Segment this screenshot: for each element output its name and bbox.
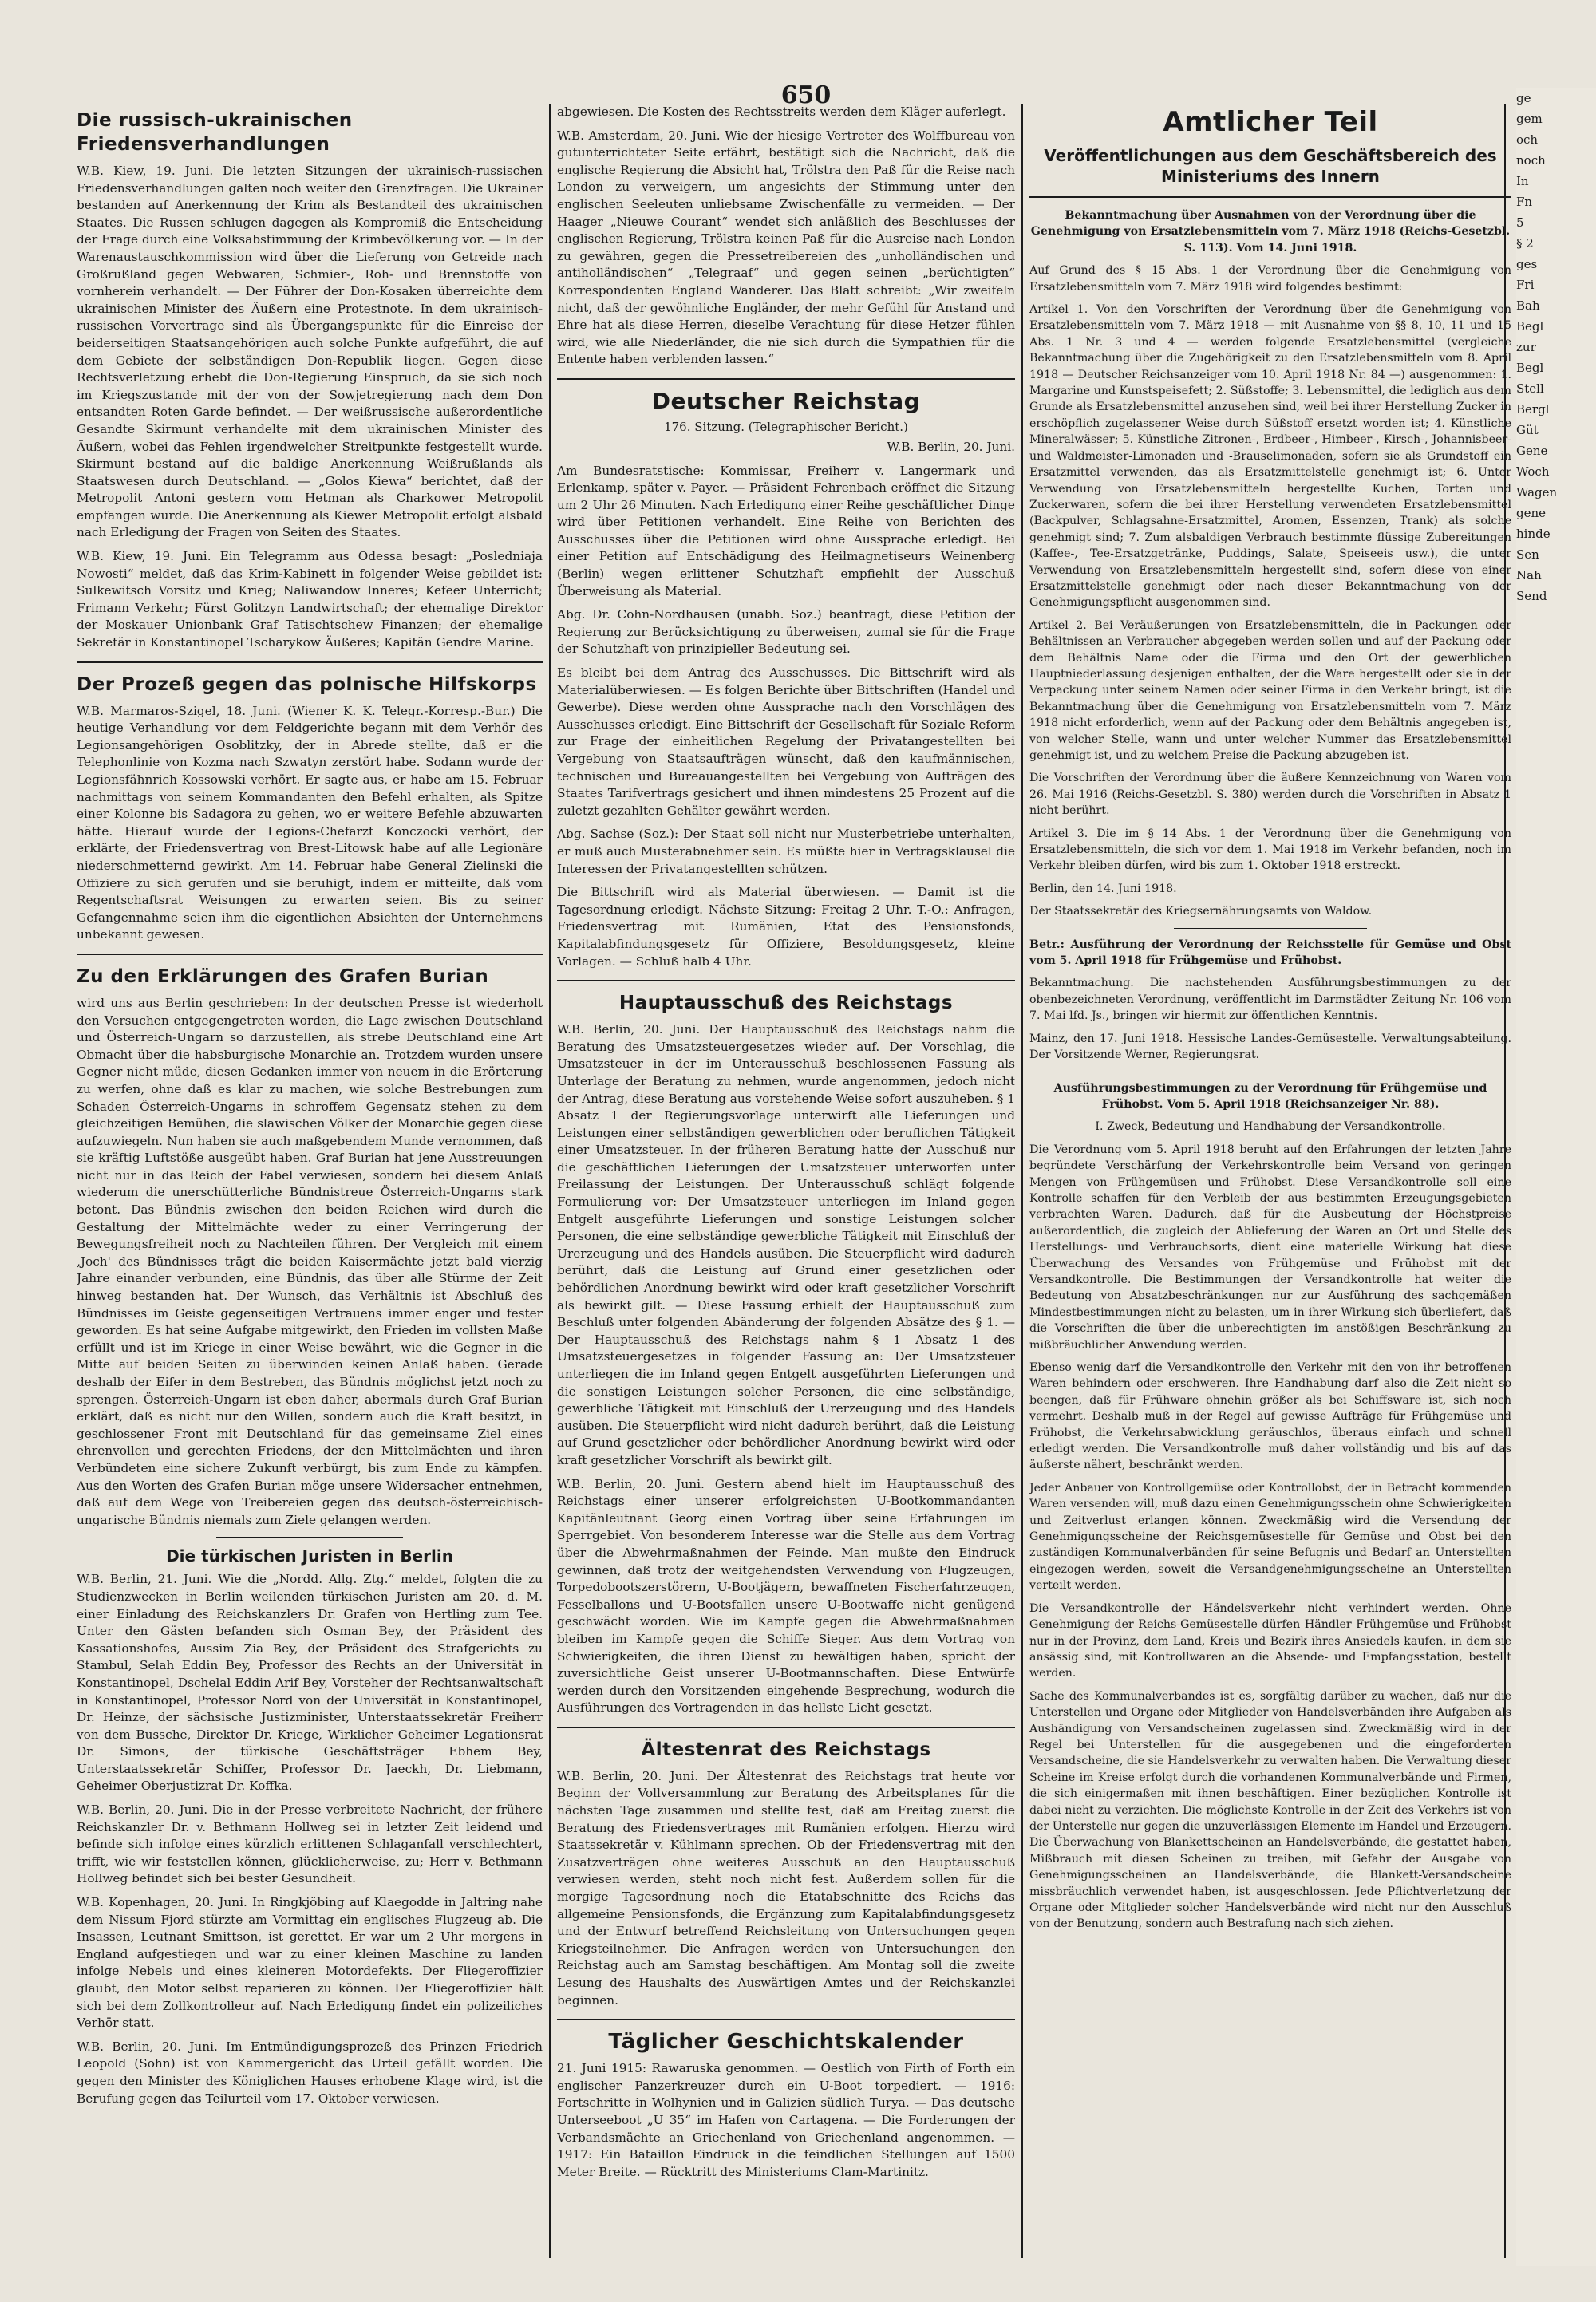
article-paragraph: Die Versandkontrolle der Händelsverkehr nicht verhindert werden. Ohne Genehmigung der Reichs-Gemüsestelle dürfen Händler Frühgemüse und Frühobst nur in der Provinz, dem Land, Kreis und Bezirk ihres Ansiedels kaufen, in dem sie ansässig sind, mit Kontrollwaren an die Absende- und Empfangsstation, bestellt werden. bbox=[1029, 1601, 1511, 1680]
edge-fragment: Begl bbox=[1516, 319, 1544, 334]
divider bbox=[557, 378, 1015, 380]
article-title: Der Prozeß gegen das polnische Hilfskorps bbox=[77, 673, 537, 695]
article-paragraph: Ausführungsbestimmungen zu der Verordnung für Frühgemüse und Frühobst. Vom 5. April 1918 (Reichsanzeiger Nr. 88). bbox=[1053, 1081, 1487, 1111]
edge-fragment: Fn bbox=[1516, 195, 1533, 209]
article bbox=[77, 673, 543, 944]
edge-fragment: Begl bbox=[1516, 361, 1544, 375]
edge-fragment: Güt bbox=[1516, 423, 1539, 437]
article-paragraph: Abg. Dr. Cohn-Nordhausen (unabh. Soz.) beantragt, diese Petition der Regierung zur Berücksichtigung zu überweisen, zumal sie für die Frage der Schutzhaft von prinzipieller Bedeutung sei. bbox=[557, 607, 1015, 657]
article-paragraph: W.B. Kiew, 19. Juni. Ein Telegramm aus Odessa besagt: „Posledniaja Nowosti“ meldet, daß das Krim-Kabinett in folgender Weise gebildet ist: Sulkewitsch Vorsitz und Krieg; Naliwandow Inneres; Kefeer Unterricht; Frimann Verkehr; Fürst Golitzyn Landwirtschaft; der ehemalige Direktor der Moskauer Unionbank Graf Tatischtschew Finanzen; der ehemalige Sekretär in Konstantinopel Tscharykow Äußeres; Kapitän Gendre Marine. bbox=[77, 549, 543, 650]
article-paragraph: Artikel 1. Von den Vorschriften der Verordnung über die Genehmigung von Ersatzlebensmitteln vom 7. März 1918 — mit Ausnahme von §§ 8, 10, 11 und 15 Abs. 1 Nr. 3 und 4 — werden folgende Ersatzlebensmittel (vergleiche Bekanntmachung über die Zugehörigkeit zu den Ersatzlebensmitteln vom 8. April 1918 — Deutscher Reichsanzeiger vom 10. April 1918 Nr. 84 —) ausgenommen: 1. Margarine und Kunstspeisefett; 2. Süßstoffe; 3. Lebensmittel, die lediglich aus dem Grunde als Ersatzlebensmittel anzusehen sind, weil bei ihrer Herstellung Zucker in erschöpflich zugelassener Weise durch Süßstoff ersetzt worden ist; 4. Künstliche Mineralwässer; 5. Künstliche Zitronen-, Erdbeer-, Himbeer-, Kirsch-, Johannisbeer- und Waldmeister-Limonaden und -Brauselimonaden, sofern sie als Grundstoff ein Ersatzmittel verwenden, das als Ersatzmittelstelle genehmigt ist; 6. Unter Verwendung von Ersatzlebensmitteln hergestellte Kuchen, Torten und Zuckerwaren, sofern die bei ihrer Herstellung verwendeten Ersatzlebensmittel (Backpulver, Schlagsahne-Ersatzmittel, Aromen, Essenzen, Trank) als solche genehmigt sind; 7. Zum alsbaldigen Verbrauch bestimmte flüssige Zubereitungen (Kaffee-, Tee-Ersatzgetränke, Puddings, Salate, Speiseeis usw.), die unter Verwendung von Ersatzlebensmitteln hergestellt sind, sofern diese von einer Ersatzmittelstelle genehmigt oder nach dieser Bekanntmachung von der Genehmigungspflicht ausgenommen sind. bbox=[1029, 303, 1511, 610]
edge-fragment: gem bbox=[1516, 112, 1543, 126]
article-paragraph: abgewiesen. Die Kosten des Rechtsstreits werden dem Kläger auferlegt. bbox=[557, 105, 1006, 119]
article-paragraph: W.B. Berlin, 20. Juni. Der Ältestenrat des Reichstags trat heute vor Beginn der Vollversammlung zur Beratung des Arbeitsplanes für die nächsten Tage zusammen und stellte fest, daß am Freitag zuerst die Beratung des Friedensvertrages mit Rumänien erfolgen. Hierzu wird Staatssekretär v. Kühlmann sprechen. Ob der Friedensvertrag mit den Zusatzverträgen ohne weiteres Ausschuß an den Hauptausschuß verwiesen werden, steht noch nicht fest. Außerdem sollen für die morgige Tagesordnung noch die Etatabschnitte des Reichs das allgemeine Pensionsfonds, die Ergänzung zum Kapitalabfindungsgesetz und der Entwurf betreffend Reichsleitung von Untersuchungen gegen Kriegsteilnehmer. Die Anfragen werden von Untersuchungen den Reichstag auch am Samstag beschäftigen. Am Montag soll die zweite Lesung des Haushalts des Auswärtigen Amtes und der Reichskanzlei beginnen. bbox=[557, 1768, 1015, 2008]
edge-fragment: Bergl bbox=[1516, 402, 1550, 417]
article-paragraph: Die Vorschriften der Verordnung über die äußere Kennzeichnung von Waren vom 26. Mai 1916 (Reichs-Gesetzbl. S. 380) werden durch die Vorschriften in Absatz 1 nicht berührt. bbox=[1029, 772, 1511, 818]
article-paragraph: W.B. Marmaros-Szigel, 18. Juni. (Wiener K. K. Telegr.-Korresp.-Bur.) Die heutige Verhandlung vor dem Feldgerichte begann mit dem Verhör des Legionsangehörigen Osoblitzky, der in Abrede stellte, daß er die Telephonlinie von Kozma nach Szwatyn zerstört habe. Sodann wurde der Legionsfähnrich Kossowski verhört. Er sagte aus, er habe am 15. Februar nachmittags von seinem Kommandanten den Befehl erhalten, als Spitze einer Kolonne bis Sadagora zu gehen, wo er weitere Befehle abzuwarten hätte. Hierauf wurde der Legions-Chefarzt Konczocki verhört, der erklärte, der Friedensvertrag von Brest-Litowsk habe auf alle Legionäre niederschmetternd gewirkt. Am 14. Februar habe General Zielinski die Offiziere zu sich gerufen und sie beruhigt, indem er mitteilte, daß vom Regentschaftsrat Weisungen zu erwarten seien. Bis zu seiner Gefangennahme seien ihm die eigentlichen Absichten der Unternehmens unbekannt gewesen. bbox=[77, 703, 543, 942]
article-paragraph: I. Zweck, Bedeutung und Handhabung der Versandkontrolle. bbox=[1095, 1120, 1446, 1134]
article-paragraph: Die Bittschrift wird als Material überwiesen. — Damit ist die Tagesordnung erledigt. Nächste Sitzung: Freitag 2 Uhr. T.-O.: Anfragen, Friedensvertrag mit Rumänien, Etat des Pensionsfonds, Kapitalabfindungsgesetz für Offiziere, Besoldungsgesetz, kleine Vorlagen. — Schluß halb 4 Uhr. bbox=[557, 885, 1015, 969]
article bbox=[557, 104, 1015, 369]
column-right bbox=[1029, 104, 1511, 2258]
article-title: Deutscher Reichstag bbox=[651, 387, 921, 414]
section-title: Veröffentlichungen aus dem Geschäftsbereich des Ministeriums des Innern bbox=[1044, 146, 1497, 186]
article-paragraph: Es bleibt bei dem Antrag des Ausschusses. Die Bittschrift wird als Materialüberwiesen. — Es folgen Berichte über Bittschriften (Handel und Gewerbe). Diese werden ohne Aussprache nach den Vorschlägen des Ausschusses erledigt. Eine Bittschrift der Gesellschaft für Soziale Reform zur Frage der einheitlichen Regelung der Privatangestellten bei Vergebung von Staatsaufträgen wünscht, daß den kaufmännischen, technischen und Bureauangestellten bei Vergebung von Aufträgen des Staates Tarifvertrags gesichert und ihnen mindestens 25 Prozent auf die zuletzt gezahlten Gehälter gewährt werden. bbox=[557, 665, 1015, 818]
article-subtitle: Die türkischen Juristen in Berlin bbox=[166, 1546, 453, 1566]
edge-fragment: Gene bbox=[1516, 444, 1548, 458]
article-title: Zu den Erklärungen des Grafen Burian bbox=[77, 965, 489, 987]
article bbox=[557, 1738, 1015, 2009]
article bbox=[77, 965, 543, 1529]
decree-title: Bekanntmachung über Ausnahmen von der Verordnung über die Genehmigung von Ersatzlebensmitteln vom 7. März 1918 (Reichs-Gesetzbl. S. 113). Vom 14. Juni 1918. bbox=[1030, 209, 1511, 255]
article-title: Die russisch-ukrainischen Friedensverhandlungen bbox=[77, 110, 353, 155]
article-paragraph: wird uns aus Berlin geschrieben: In der deutschen Presse ist wiederholt den Versuchen entgegengetreten worden, die Lage zwischen Deutschland und Österreich-Ungarn so darzustellen, als strebe Deutschland eine Art Obmacht über die habsburgische Monarchie an. Trotzdem wurden unsere Gegner nicht müde, diesen Gedanken immer von neuem in die Erörterung zu werfen, ohne daß es klar zu machen, wie solche Bestrebungen zum Schaden Österreich-Ungarns in schroffem Gegensatz stehen zu dem gleichzeitigen Bemühen, die slawischen Völker der Monarchie gegen diese aufzuwiegeln. Nun haben sie auch maßgebendem Munde vernommen, daß sie kräftig Luftstöße ausgeübt haben. Graf Burian hat jene Ausstreuungen nicht nur in das Reich der Fabel verwiesen, sondern bei diesem Anlaß wiederum die unerschütterliche Bündnistreue Österreich-Ungarns stark betont. Das Bündnis zwischen den beiden Reichen wird durch die Gestaltung der Mittelmächte weder zu einer Verringerung der Bewegungsfreiheit noch zu Nachteilen führen. Der Vergleich mit einem ‚Joch' des Bündnisses trägt die beiden Kaisermächte jetzt bald vierzig Jahre einander verbunden, eine Bündnis, das über alle Stürme der Zeit hinweg bestanden hat. Der Wunsch, das Verhältnis ist Abschluß des Bündnisses im Geiste gegenseitigen Vertrauens immer enger und fester geworden. Es hat seine Aufgabe mitgewirkt, den Frieden im vollsten Maße erfüllt und ist im Kriege in einer Weise bewährt, wie die Gegner in die Mitte auf beiden Seiten zu überwinden keinen Anlaß haben. Gerade deshalb der Eifer in dem Bestreben, das Bündnis möglichst jetzt noch zu sprengen. Österreich-Ungarn ist eben daher, abermals durch Graf Burian erklärt, daß es nicht nur den Willen, sondern auch die Kraft besitzt, in geschlossener Front mit Deutschland für das gemeinsame Ziel eines ehrenvollen und gerechten Friedens, der den Mittelmächten und ihren Verbündeten eine sichere Zukunft verbürgt, bis zum Ende zu kämpfen. Aus den Worten des Grafen Burian möge unsere Widersacher entnehmen, daß auf dem Wege von Treibereien gegen das deutsch-österreichisch-ungarische Bündnis niemals zum Ziele gelangen werden. bbox=[77, 995, 543, 1527]
article-paragraph: Am Bundesratstische: Kommissar, Freiherr v. Langermark und Erlenkamp, später v. Payer. — Präsident Fehrenbach eröffnet die Sitzung um 2 Uhr 26 Minuten. Nach Erledigung einer Reihe geschäftlicher Dinge wird über Petitionen verhandelt. Eine Reihe von Berichten des Ausschusses über die Petitionen wird ohne Aussprache erledigt. Bei einer Petition auf Entschädigung des Heilmagnetiseurs Weinenberg (Berlin) wegen erlittener Schutzhaft empfiehlt der Ausschuß Überweisung als Material. bbox=[557, 463, 1015, 598]
article bbox=[77, 1546, 543, 2107]
column-left bbox=[77, 104, 543, 2258]
article-paragraph: W.B. Berlin, 20. Juni. bbox=[887, 439, 1015, 454]
edge-fragment: Woch bbox=[1516, 464, 1550, 479]
column-rule bbox=[549, 104, 551, 2258]
signature: Mainz, den 17. Juni 1918. Hessische Landes-Gemüsestelle. Verwaltungsabteilung. Der Vorsitzende Werner, Regierungsrat. bbox=[1029, 1032, 1511, 1062]
edge-fragment: Fri bbox=[1516, 278, 1535, 292]
article-paragraph: W.B. Berlin, 21. Juni. Wie die „Nordd. Allg. Ztg.“ meldet, folgten die zu Studienzwecken in Berlin weilenden türkischen Juristen am 20. d. M. einer Einladung des Reichskanzlers Dr. Grafen von Hertling zum Tee. Unter den Gästen befanden sich Osman Bey, der Präsident des Kassationshofes, Aussim Zia Bey, der Präsident des Strafgerichts zu Stambul, Selah Eddin Bey, Professor des Rechts an der Universität in Konstantinopel, Dschelal Eddin Arif Bey, Vorsteher der Rechtsanwaltschaft in Konstantinopel, Professor Nord von der Universität in Konstantinopel, Dr. Heinze, der sächsische Justizminister, Unterstaatssekretär Freiherr von dem Bussche, Direktor Dr. Kriege, Wirklicher Geheimer Legationsrat Dr. Simons, der türkische Geschäftsträger Ebhem Bey, Unterstaatssekretär Schiffer, Professor Dr. Jaeckh, Dr. Liebmann, Geheimer Oberjustizrat Dr. Koffka. bbox=[77, 1572, 543, 1794]
edge-fragment: ges bbox=[1516, 257, 1538, 271]
column-rule bbox=[1021, 104, 1023, 2258]
divider bbox=[1174, 928, 1367, 929]
article-paragraph: Jeder Anbauer von Kontrollgemüse oder Kontrollobst, der in Betracht kommenden Waren versenden will, muß dazu einen Genehmigungsschein ohne Schwierigkeiten und Zeitverlust erlangen können. Zweckmäßig wird die Versendung der Genehmigungsscheine der Reichsgemüsestelle für Gemüse und Obst bei den zuständigen Kommunalverbänden für seine Befugnis und Bedarf an Unterstellten eingezogen werden, soweit die Versandgenehmigungsscheine an Unterstellten verteilt werden. bbox=[1029, 1481, 1511, 1593]
article-paragraph: Auf Grund des § 15 Abs. 1 der Verordnung über die Genehmigung von Ersatzlebensmitteln vom 7. März 1918 wird folgendes bestimmt: bbox=[1029, 264, 1511, 294]
edge-fragment: Bah bbox=[1516, 298, 1540, 313]
divider bbox=[77, 954, 543, 955]
dateline: Berlin, den 14. Juni 1918. bbox=[1029, 882, 1177, 895]
divider bbox=[557, 980, 1015, 981]
page-number: 650 bbox=[780, 81, 832, 109]
session-info: 176. Sitzung. (Telegraphischer Bericht.) bbox=[664, 419, 908, 434]
article-paragraph: Die Verordnung vom 5. April 1918 beruht auf den Erfahrungen der letzten Jahre begründete Verschärfung der Verkehrskontrolle beim Versand von geringen Mengen von Frühgemüsen und Frühobst. Diese Versandkontrolle soll eine Kontrolle schaffen für den Verbleib der aus bestimmten Erzeugungsgebieten verbrachten Waren. Dadurch, daß für die Ausbeutung der Höchstpreise außerordentlich, die zugleich der Ablieferung der Waren an Ort und Stelle des Herstellungs- und Verbrauchsorts, dient eine materielle Wirkung hat diese Überwachung des Versandes von Frühgemüse und Frühobst mit der Versandkontrolle. Die Bestimmungen der Versandkontrolle hat weiter die Bedeutung von Absatzbeschränkungen nur zur Ausführung des sachgemäßen Mindestbestimmungen nicht zu belasten, um in ihrer Wirkung sich überliefert, daß die Vorschriften die über die unberechtigten im anstößigen Beschränkung zu mißbräuchlicher Anwendung werden. bbox=[1029, 1143, 1511, 1352]
article-paragraph: Bekanntmachung. Die nachstehenden Ausführungsbestimmungen zu der obenbezeichneten Verordnung, veröffentlicht im Darmstädter Zeitung Nr. 106 vom 7. Mai lfd. Js., bringen wir hiermit zur öffentlichen Kenntnis. bbox=[1029, 977, 1511, 1023]
article-paragraph: W.B. Berlin, 20. Juni. Gestern abend hielt im Hauptausschuß des Reichstags einer unserer erfolgreichsten U-Bootkommandanten Kapitänleutnant Georg einen Vortrag über seine Erfahrungen im Sperrgebiet. Von besonderem Interesse war die Stelle aus dem Vortrag über die Abwehrmaßnahmen der Feinde. Man mußte den Eindruck gewinnen, daß trotz der weitgehendsten Verwendung von Flugzeugen, Torpedobootszerstörern, U-Bootjägern, bewaffneten Fischerfahrzeugen, Fesselballons und U-Bootsfallen unsere U-Bootwaffe nicht genügend geschwächt worden. Wie im Kampfe gegen die Abwehrmaßnahmen bleiben im Kampfe gegen die Schiffe Sieger. Aus dem Vortrag von Schwierigkeiten, die ihren Dienst zu bewältigen haben, spricht der zuversichtliche Geist unserer U-Bootmannschaften. Diese Entwürfe werden durch den Vorsitzenden eingehende Besprechung, wodurch die Ausführungen des Vortragenden in das hellste Licht gesetzt. bbox=[557, 1476, 1015, 1716]
article-paragraph: W.B. Berlin, 20. Juni. Im Entmündigungsprozeß des Prinzen Friedrich Leopold (Sohn) ist von Kammergericht das Urteil gefällt worden. Die gegen den Minister des Königlichen Hauses erhobene Klage wird, ist die Berufung gegen das Teilurteil vom 17. Oktober verwiesen. bbox=[77, 2039, 543, 2106]
signature: Der Staatssekretär des Kriegsernährungsamts von Waldow. bbox=[1029, 905, 1373, 918]
edge-fragment: Nah bbox=[1516, 568, 1542, 582]
article-paragraph: 21. Juni 1915: Rawaruska genommen. — Oestlich von Firth of Forth ein englischer Panzerkreuzer durch ein U-Boot torpediert. — 1916: Fortschritte in Wolhynien und in Galizien südlich Turya. — Das deutsche Unterseeboot „U 35“ im Hafen von Cartagena. — Die Forderungen der Verbandsmächte an Griechenland von Griechenland angenommen. — 1917: Ein Bataillon Eindruck in die feindlichen Stellungen auf 1500 Meter Breite. — Rücktritt des Ministeriums Clam-Martinitz. bbox=[557, 2061, 1015, 2179]
edge-fragment: 5 bbox=[1516, 215, 1524, 230]
divider bbox=[216, 1537, 403, 1538]
article-paragraph: Artikel 2. Bei Veräußerungen von Ersatzlebensmitteln, die in Packungen oder Behältnissen an Verbraucher abgegeben werden sollen und auf der Packung oder dem Behältnis Name oder die Firma und den Ort der gewerblichen Hauptniederlassung desjenigen enthalten, der die Ware hergestellt oder sie in der Verpackung unter seinem Namen oder seiner Firma in den Verkehr bringt, ist die Bekanntmachung über die Genehmigung von Ersatzlebensmitteln vom 7. März 1918 nicht erforderlich, wenn auf der Packung oder dem Behältnis angegeben ist, von welcher Stelle, wann und unter welcher Nummer das Ersatzlebensmittel genehmigt ist, und zu welchem Preise die Packung abzugeben ist. bbox=[1029, 618, 1511, 762]
edge-fragment: Wagen bbox=[1516, 485, 1558, 499]
edge-fragment: § 2 bbox=[1516, 236, 1534, 251]
column-middle bbox=[557, 104, 1015, 2258]
article-title: Hauptausschuß des Reichstags bbox=[618, 993, 954, 1014]
article-paragraph: Artikel 3. Die im § 14 Abs. 1 der Verordnung über die Genehmigung von Ersatzlebensmitteln, die sich vor dem 1. Mai 1918 im Verkehr befanden, noch im Verkehr bleiben dürfen, wird bis zum 1. Oktober 1918 erstreckt. bbox=[1029, 827, 1511, 873]
article-paragraph: W.B. Kiew, 19. Juni. Die letzten Sitzungen der ukrainisch-russischen Friedensverhandlungen galten noch weiter den Grenzfragen. Die Ukrainer bestanden auf Anerkennung der Krim als Bestandteil des ukrainischen Staates. Die Russen schlugen dagegen als Kompromiß die Entscheidung der Frage durch eine Volksabstimmung der Krimbevölkerung vor. — In der Warenaustauschkommission wird über die Lieferung von Getreide nach Großrußland gegen Webwaren, Schmier-, Roh- und Brennstoffe von vornherein verhandelt. — Der Führer der Don-Kosaken überreichte dem ukrainischen Minister des Äußern eine Protestnote. In dem ukrainisch-russischen Vorvertrage sind als Übergangspunkte für die Einreise der beiderseitigen Staatsangehörigen auch solche Punkte aufgeführt, die auf dem Gebiete der selbständigen Don-Republik liegen. Gegen diese Rechtsverletzung erhebt die Don-Regierung Einspruch, da sie sich noch im Kriegszustande mit der von der Sowjetregierung nach dem Don entsandten Roten Garde befindet. — Der weißrussische außerordentliche Gesandte Skirmunt verhandelte mit dem ukrainischen Minister des Äußern, wobei das Fehlen irgendwelcher Streitpunkte festgestellt wurde. Skirmunt bestand auf die baldige Anerkennung Weißrußlands als Staatswesen durch Deutschland. — „Golos Kiewa“ berichtet, daß der Metropolit Antoni gestern vom Hetman als Charkower Metropolit empfangen wurde. Die Anerkennung als Kiewer Metropolit erfolgt alsbald nach Erledigung der Fragen von Seiten des Staates. bbox=[77, 164, 543, 540]
edge-fragment: noch bbox=[1516, 153, 1546, 168]
divider bbox=[557, 1727, 1015, 1728]
edge-fragment: zur bbox=[1516, 340, 1536, 354]
edge-fragment: Send bbox=[1516, 589, 1547, 603]
edge-fragment: In bbox=[1516, 174, 1529, 188]
edge-fragment: och bbox=[1516, 132, 1539, 147]
article-title: Täglicher Geschichtskalender bbox=[608, 2030, 964, 2055]
article-paragraph: W.B. Amsterdam, 20. Juni. Wie der hiesige Vertreter des Wolffbureau von gutunterrichteter Seite erfährt, bestätigt sich die Nachricht, daß die englische Regierung die Absicht hat, Trölstra den Paß für die Reise nach London zu verweigern, um angesichts der Stimmung unter den englischen Seeleuten unliebsame Zwischenfälle zu vermeiden. — Der Haager „Nieuwe Courant“ wendet sich anläßlich des Beschlusses der englischen Regierung, Trölstra keinen Paß für die Ausreise nach London zu gewähren, gegen die Pressetreibereien des „unholländischen und antiholländischen“ „Telegraaf“ und gegen seinen „berüchtigten“ Korrespondenten England Wanderer. Das Blatt schreibt: „Wir zweifeln nicht, daß der gewöhnliche Engländer, der mehr Gefühl für Anstand und Ehre hat als diese Herren, dieselbe Verachtung für diese Hetzer fühlen wird, wie alle Niederländer, die nie sich durch die Sympathien für die Entente haben verblenden lassen.“ bbox=[557, 128, 1015, 367]
divider bbox=[1029, 196, 1511, 198]
article bbox=[557, 991, 1015, 1717]
article-paragraph: Betr.: Ausführung der Verordnung der Reichsstelle für Gemüse und Obst vom 5. April 1918 für Frühgemüse und Frühobst. bbox=[1029, 938, 1511, 968]
article-paragraph: Sache des Kommunalverbandes ist es, sorgfältig darüber zu wachen, daß nur die Unterstellen und Organe oder Mitglieder von Handelsverbänden ihre Aufgaben als Aushändigung von Versandscheinen zugelassen sind. Zweckmäßig wird in der Regel bei Unterstellen für die ausgegebenen und die eingeforderten Versandscheine, die sie Handelsverkehr zu verwalten haben. Die Verwaltung dieser Scheine im Kreise erfolgt durch die vorhandenen Kommunalverbände und Firmen, die sich einigermaßen mit ihnen beschäftigen. Einer bezüglichen Kontrolle ist dabei nicht zu verzichten. Die möglichste Kontrolle in der Zeit des Verkehrs ist von der Unterstelle nur gegen die unzuverlässigen Elemente im Handel und Erzeugern. Die Überwachung von Blankettscheinen an Handelsverbände, die gestattet haben, Mißbrauch mit diesen Scheinen zu treiben, mit Gefahr der Ausgabe von Genehmigungsscheinen an Handelsverbände, die Blankett-Versandscheine missbräuchlich verwendet haben, ist ausgeschlossen. Jede Pflichtverletzung der Organe oder Mitglieder solcher Handelsverbände wird nicht nur den Ausschluß von der Benutzung, sondern auch Bestrafung nach sich ziehen. bbox=[1029, 1689, 1511, 1931]
edge-fragment: Sen bbox=[1516, 547, 1539, 562]
article bbox=[1029, 207, 1511, 1933]
edge-fragment: ge bbox=[1516, 91, 1531, 105]
edge-fragment: gene bbox=[1516, 506, 1547, 520]
article-paragraph: W.B. Berlin, 20. Juni. Die in der Presse verbreitete Nachricht, der frühere Reichskanzler Dr. v. Bethmann Hollweg sei in letzter Zeit leidend und befinde sich infolge eines kürzlich erlittenen Schlaganfall verschlechtert, trifft, wie wir feststellen können, glücklicherweise, zu; Herr v. Bethmann Hollweg befindet sich bei bester Gesundheit. bbox=[77, 1803, 543, 1886]
article bbox=[557, 2030, 1015, 2181]
article-paragraph: Ebenso wenig darf die Versandkontrolle den Verkehr mit den von ihr betroffenen Waren behindern oder erschweren. Ihre Handhabung darf also die Zeit nicht so beengen, daß für Frühware ohnehin größer als bei Schiffsware ist, sich noch vermehrt. Deshalb muß in der Regel auf gewisse Aufträge für Frühgemüse und Frühobst, die Verkehrsabwicklung geräuschlos, überaus einfach und schnell erledigt werden. Die Versandkontrolle muß daher vollständig und bis auf das äußerste nähert, beschränkt werden. bbox=[1029, 1361, 1511, 1472]
edge-fragment: Stell bbox=[1516, 381, 1544, 396]
article bbox=[77, 109, 543, 652]
article-paragraph: W.B. Berlin, 20. Juni. Der Hauptausschuß des Reichstags nahm die Beratung des Umsatzsteuergesetzes wieder auf. Der Vorschlag, die Umsatzsteuer in der im Unterausschuß beschlossenen Fassung als Unterlage der Beratung zu nehmen, wurde angenommen, jedoch nicht der Antrag, diese Beratung aus vorstehende Weise sofort auszuheben. § 1 Absatz 1 der Regierungsvorlage unterwirft alle Lieferungen und Leistungen einer selbständigen gewerblichen oder beruflichen Tätigkeit einer Umsatzsteuer. In der früheren Beratung hatte der Ausschuß nur die geschäftlichen Lieferungen der Umsatzsteuer unterworfen unter Freilassung der Leistungen. Der Unterausschuß schlägt folgende Formulierung vor: Der Umsatzsteuer unterliegen im Inland gegen Entgelt ausgeführte Lieferungen und sonstige Leistungen solcher Personen, die eine selbständige gewerbliche Tätigkeit mit Einschluß der Urerzeugung und des Handels ausüben. Die Steuerpflicht wird dadurch berührt, daß die Leistung auf Grund einer gesetzlichen oder behördlichen Anordnung bewirkt wird oder kraft gesetzlicher Vorschrift als bewirkt gilt. — Diese Fassung erhielt der Hauptausschuß zum Beschluß unter folgenden Abänderung der folgenden Absätze des § 1. — Der Hauptausschuß des Reichstags nahm § 1 Absatz 1 des Umsatzsteuergesetzes in folgender Fassung an: Der Umsatzsteuer unterliegen die im Inland gegen Entgelt ausgeführten Lieferungen und die sonstigen Leistungen solcher Personen, die eine selbständige, gewerbliche Tätigkeit mit Einschluß der Urerzeugung und des Handels ausüben. Die Steuerpflicht wird nicht dadurch berührt, daß die Leistung auf Grund gesetzlicher oder behördlicher Anordnung bewirkt wird oder kraft gesetzlicher Vorschrift als bewirkt gilt. bbox=[557, 1022, 1015, 1467]
edge-fragment: hinde bbox=[1516, 527, 1551, 541]
divider bbox=[77, 661, 543, 663]
article bbox=[557, 389, 1015, 970]
section-header: Amtlicher Teil bbox=[1163, 106, 1378, 138]
article-paragraph: W.B. Kopenhagen, 20. Juni. In Ringkjöbing auf Klaegodde in Jaltring nahe dem Nissum Fjord stürzte am Vormittag ein englisches Flugzeug ab. Die Insassen, Leutnant Smittson, ist gerettet. Er war um 2 Uhr morgens in England aufgestiegen und war zu einer kleinen Maschine zu landen infolge Nebels und eines kleineren Motordefekts. Der Fliegeroffizier glaubt, den Motor selbst reparieren zu können. Der Fliegeroffizier hält sich bei dem Zollkontrolleur auf. Nach Erledigung findet ein polizeiliches Verhör statt. bbox=[77, 1895, 543, 2031]
divider bbox=[557, 2019, 1015, 2020]
article-title: Ältestenrat des Reichstags bbox=[641, 1739, 931, 1760]
adjacent-page-edge bbox=[1516, 88, 1596, 2266]
article-paragraph: Abg. Sachse (Soz.): Der Staat soll nicht nur Musterbetriebe unterhalten, er muß auch Musterabnehmer sein. Es müßte hier in Vertragsklausel die Interessen der Privatangestellten schützen. bbox=[557, 827, 1015, 876]
